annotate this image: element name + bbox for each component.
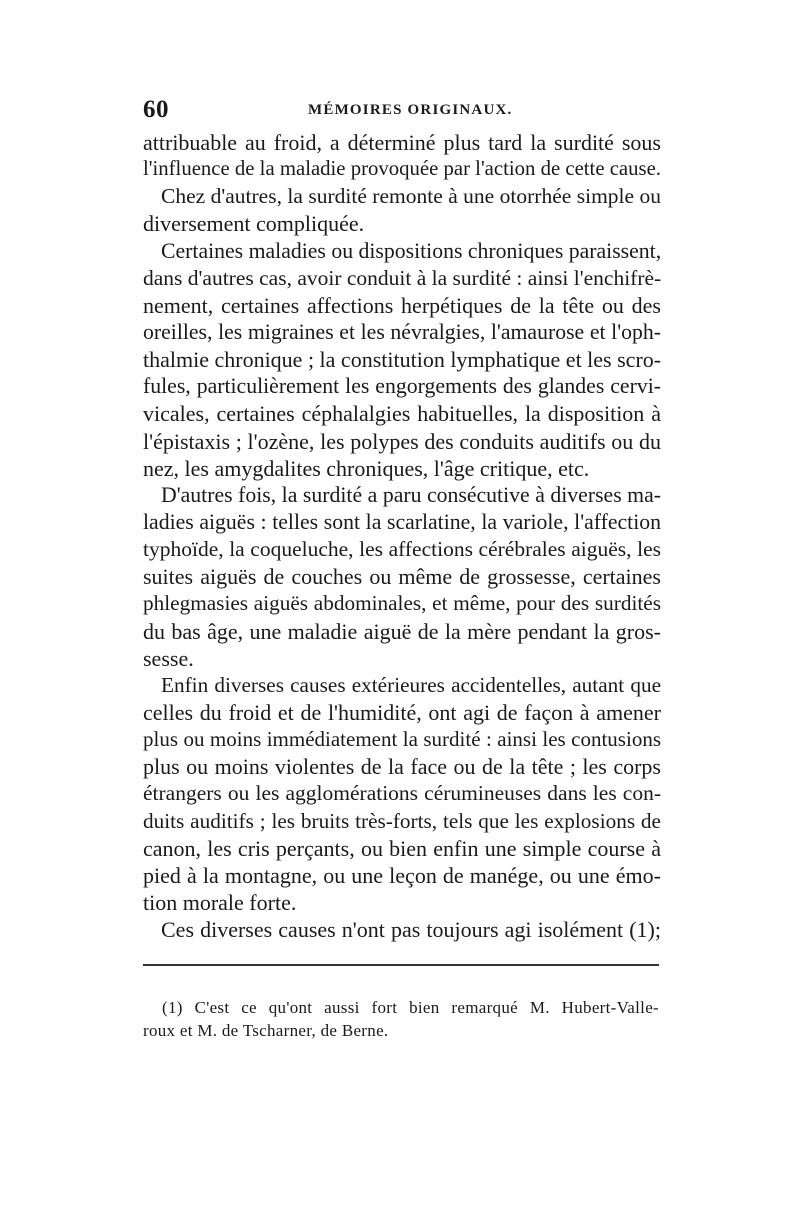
running-head: MÉMOIRES ORIGINAUX. [308, 102, 513, 118]
text-line: ladies aiguës : telles sont la scarlatine, la variole, l'affection [143, 509, 661, 534]
body-text [143, 129, 661, 943]
text-line: D'autres fois, la surdité a paru consécutive à diverses ma- [161, 482, 661, 507]
text-line: Ces diverses causes n'ont pas toujours agi isolément (1); [161, 917, 661, 943]
text-line: l'influence de la maladie provoquée par l'action de cette cause. [143, 158, 661, 181]
text-line: pied à la montagne, ou une leçon de manége, ou une émo- [143, 862, 661, 888]
text-line: suites aiguës de couches ou même de grossesse, certaines [143, 564, 661, 590]
text-line: fules, particulièrement les engorgements des glandes cervi- [143, 374, 661, 399]
text-line: diversement compliquée. [143, 211, 365, 237]
text-line: canon, les cris perçants, ou bien enfin une simple course à [143, 835, 661, 861]
text-line: duits auditifs ; les bruits très-forts, tels que les explosions de [143, 808, 661, 833]
text-line: nement, certaines affections herpétiques de la tête ou des [143, 292, 661, 318]
text-line: dans d'autres cas, avoir conduit à la surdité : ainsi l'enchifrè- [143, 265, 662, 290]
text-line: plus ou moins immédiatement la surdité : ainsi les contusions [143, 727, 661, 752]
text-line: attribuable au froid, a déterminé plus tard la surdité sous [143, 130, 661, 155]
text-line: nez, les amygdalites chroniques, l'âge critique, etc. [143, 455, 590, 481]
text-line: oreilles, les migraines et les névralgies, l'amaurose et l'oph- [143, 319, 661, 344]
text-line: thalmie chronique ; la constitution lymphatique et les scro- [143, 347, 662, 373]
text-line: étrangers ou les agglomérations cérumineuses dans les con- [143, 781, 661, 806]
text-line: vicales, certaines céphalalgies habituelles, la disposition à [143, 401, 661, 427]
text-line: Chez d'autres, la surdité remonte à une otorrhée simple ou [161, 184, 661, 209]
text-line: Enfin diverses causes extérieures accidentelles, autant que [161, 672, 661, 697]
text-line: l'épistaxis ; l'ozène, les polypes des conduits auditifs ou du [143, 428, 661, 454]
text-line: sesse. [143, 645, 194, 671]
text-line: plus ou moins violentes de la face ou de la tête ; les corps [143, 754, 661, 780]
text-line: phlegmasies aiguës abdominales, et même, pour des surdités [143, 591, 661, 616]
footnote-divider [143, 964, 659, 966]
text-line: typhoïde, la coqueluche, les affections cérébrales aiguës, les [143, 537, 661, 562]
footnote-line: roux et M. de Tscharner, de Berne. [143, 1021, 389, 1040]
text-line: celles du froid et de l'humidité, ont agi de façon à amener [143, 699, 661, 725]
page-header [143, 96, 661, 124]
text-line: Certaines maladies ou dispositions chroniques paraissent, [161, 238, 662, 263]
page-number: 60 [143, 96, 169, 123]
text-line: tion morale forte. [143, 889, 297, 915]
footnotes [143, 996, 659, 1042]
text-line: du bas âge, une maladie aiguë de la mère pendant la gros- [143, 618, 661, 644]
footnote-line: (1) C'est ce qu'ont aussi fort bien remarqué M. Hubert-Valle- [162, 998, 659, 1017]
